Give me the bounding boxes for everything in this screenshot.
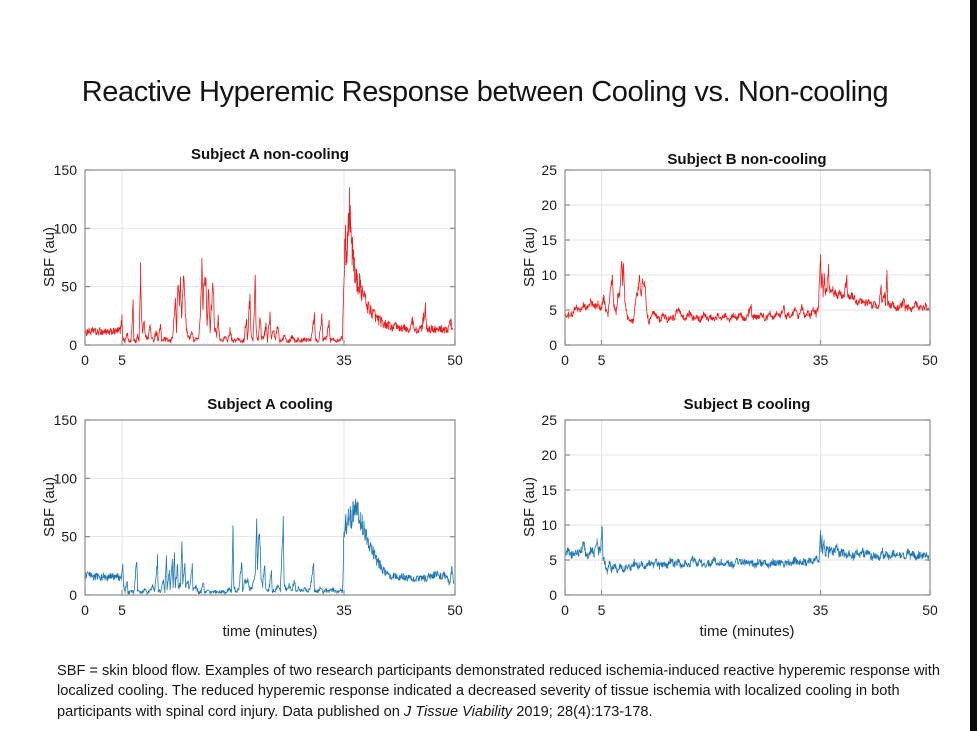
svg-text:0: 0 [549, 337, 557, 353]
svg-text:0: 0 [81, 352, 89, 368]
svg-text:10: 10 [541, 267, 557, 283]
svg-text:0: 0 [69, 587, 77, 603]
svg-text:150: 150 [53, 162, 77, 178]
y-axis-label: SBF (au) [521, 226, 538, 288]
axes [54, 162, 463, 368]
svg-text:20: 20 [541, 447, 557, 463]
x-axis-label: time (minutes) [699, 623, 795, 640]
svg-text:5: 5 [118, 352, 126, 368]
svg-text:35: 35 [812, 602, 829, 618]
plot-title: Subject B cooling [683, 396, 811, 413]
svg-text:35: 35 [336, 602, 352, 618]
y-axis-label: SBF (au) [41, 226, 58, 288]
plot-title: Subject B non-cooling [667, 151, 827, 168]
svg-text:5: 5 [118, 602, 126, 618]
svg-text:50: 50 [61, 278, 77, 295]
svg-text:5: 5 [549, 552, 557, 568]
svg-text:5: 5 [549, 302, 557, 318]
svg-text:150: 150 [53, 412, 77, 428]
subject-a-noncooling-chart [40, 138, 470, 383]
window-edge-strip [970, 0, 977, 731]
subject-b-noncooling-chart [520, 138, 945, 383]
axes [54, 412, 463, 618]
svg-text:5: 5 [597, 352, 606, 368]
svg-text:0: 0 [549, 587, 557, 603]
svg-text:35: 35 [812, 352, 829, 368]
figure-caption [57, 661, 941, 722]
caption-journal-italic: J Tissue Viability [403, 703, 513, 720]
svg-text:100: 100 [53, 470, 77, 487]
y-axis-label: SBF (au) [521, 476, 538, 538]
plot-title: Subject A non-cooling [190, 146, 350, 163]
subplot-subject-a-noncooling [40, 138, 470, 383]
svg-text:50: 50 [922, 602, 938, 618]
svg-text:15: 15 [541, 482, 557, 498]
svg-text:0: 0 [69, 337, 77, 353]
svg-text:5: 5 [597, 602, 606, 618]
caption-text: SBF = skin blood flow. Examples of two research participants demonstrated reduced ischemia-induced reactive hyperemic response with localized cooling. The reduced hyperemic response indicated a decreased severity of tissue ischemia with localized cooling in both participants with spinal cord injury. Data published on [57, 663, 940, 720]
subject-a-cooling-chart [40, 388, 470, 666]
svg-text:20: 20 [541, 197, 557, 213]
svg-text:25: 25 [541, 162, 557, 178]
y-axis-label: SBF (au) [41, 476, 58, 538]
svg-text:50: 50 [447, 352, 463, 368]
svg-text:10: 10 [541, 517, 557, 533]
svg-text:25: 25 [541, 412, 557, 428]
subplot-subject-a-cooling [40, 388, 470, 666]
subplot-subject-b-noncooling [520, 138, 945, 383]
svg-text:0: 0 [561, 352, 569, 368]
svg-text:35: 35 [336, 352, 352, 368]
subplot-subject-b-cooling [520, 388, 945, 666]
svg-text:15: 15 [541, 232, 557, 248]
caption-citation: 2019; 28(4):173-178. [512, 703, 653, 720]
plot-title: Subject A cooling [207, 396, 333, 413]
x-axis-label: time (minutes) [222, 623, 318, 640]
svg-text:50: 50 [447, 602, 463, 618]
svg-text:100: 100 [53, 220, 77, 237]
subject-b-cooling-chart [520, 388, 945, 666]
svg-text:50: 50 [922, 352, 938, 368]
svg-text:50: 50 [61, 528, 77, 545]
svg-text:0: 0 [81, 602, 89, 618]
axes [541, 162, 938, 368]
slide-title: Reactive Hyperemic Response between Cooling vs. Non-cooling [81, 76, 889, 108]
svg-text:0: 0 [561, 602, 569, 618]
axes [541, 412, 938, 618]
